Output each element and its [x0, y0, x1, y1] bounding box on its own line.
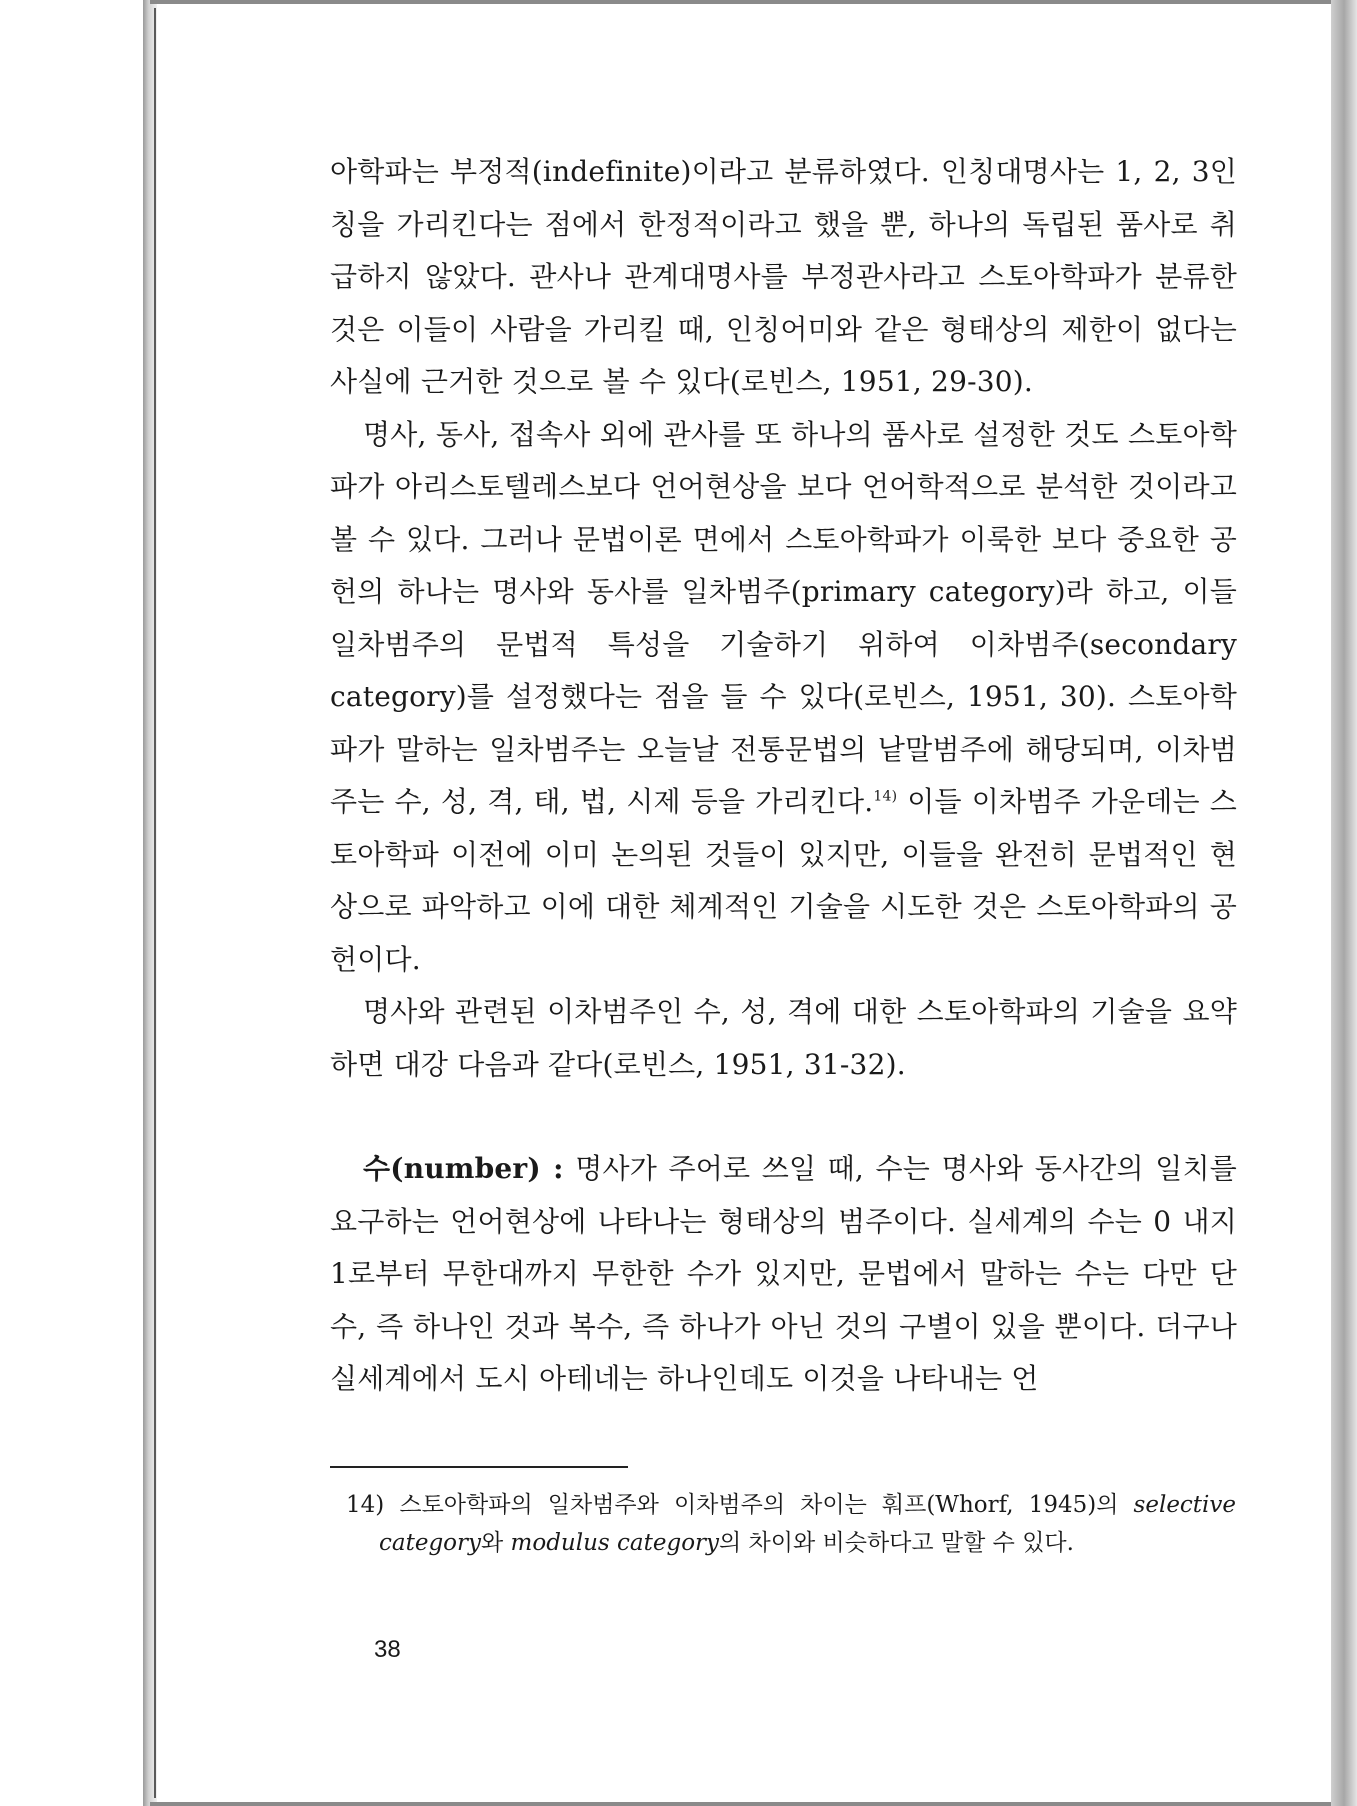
- footnote-text-1: 스토아학파의 일차범주와 이차범주의 차이는 훠프(Whorf, 1945)의: [399, 1492, 1119, 1518]
- footnote-14: [346, 1486, 1236, 1562]
- paragraph-2-continuation: 이들 이차범주 가운데는 스토아학파 이전에 이미 논의된 것들이 있지만, 이들을 완전히 문법적인 현상으로 파악하고 이에 대한 체계적인 기술을 시도한 것은 스토아학파의 공헌이다.: [330, 785, 1238, 976]
- number-definition-text: 명사가 주어로 쓰일 때, 수는 명사와 동사간의 일치를 요구하는 언어현상에 나타나는 형태상의 범주이다. 실세계의 수는 0 내지 1로부터 무한대까지 무한한 수가 있지만, 문법에서 말하는 수는 다만 단수, 즉 하나인 것과 복수, 즉 하나가 아닌 것의 구별이 있을 뿐이다. 더구나 실세계에서 도시 아테네는 하나인데도 이것을 나타내는 언: [330, 1152, 1237, 1395]
- page-number: 38: [374, 1636, 401, 1663]
- paragraph-3: 명사와 관련된 이차범주인 수, 성, 격에 대한 스토아학파의 기술을 요약하면 대강 다음과 같다(로빈스, 1951, 31-32).: [330, 995, 1237, 1081]
- footnote-number: 14): [346, 1492, 385, 1518]
- paragraph-2-text: 명사, 동사, 접속사 외에 관사를 또 하나의 품사로 설정한 것도 스토아학파가 아리스토텔레스보다 언어현상을 보다 언어학적으로 분석한 것이라고 볼 수 있다. 그러나 문법이론 면에서 스토아학파가 이룩한 보다 중요한 공헌의 하나는 명사와 동사를 일차범주(primary category)라 하고, 이들 일차범주의 문법적 특성을 기술하기 위하여 이차범주(secondary category)를 설정했다는 점을 들 수 있다(로빈스, 1951, 30). 스토아학파가 말하는 일차범주는 오늘날 전통문법의 낱말범주에 해당되며, 이차범주는 수, 성, 격, 태, 법, 시제 등을 가리킨다.: [330, 417, 1237, 818]
- page-right-edge: [1331, 0, 1357, 1806]
- footnote-italic-1: selective category: [379, 1492, 1237, 1556]
- footnote-text-3: 의 차이와 비슷하다고 말할 수 있다.: [719, 1530, 1074, 1556]
- paragraph-2: [330, 409, 1237, 987]
- paragraph-number-definition: [330, 1143, 1237, 1406]
- paragraph-1: 아학파는 부정적(indefinite)이라고 분류하였다. 인칭대명사는 1, 2, 3인칭을 가리킨다는 점에서 한정적이라고 했을 뿐, 하나의 독립된 품사로 취급하지 않았다. 관사나 관계대명사를 부정관사라고 스토아학파가 분류한 것은 이들이 사람을 가리킬 때, 인칭어미와 같은 형태상의 제한이 없다는 사실에 근거한 것으로 볼 수 있다(로빈스, 1951, 29-30).: [330, 155, 1237, 398]
- footnote-reference: 14): [873, 788, 898, 805]
- footnote-divider: [330, 1466, 628, 1468]
- body-text: [330, 146, 1237, 1406]
- book-spine-edge: [154, 8, 156, 1798]
- footnote-italic-2: modulus category: [510, 1530, 720, 1556]
- footnote-body: [346, 1486, 1236, 1562]
- term-number: 수(number) :: [363, 1152, 564, 1185]
- footnote-text-2: 와: [481, 1530, 504, 1556]
- page-bottom-edge: [150, 1802, 1335, 1806]
